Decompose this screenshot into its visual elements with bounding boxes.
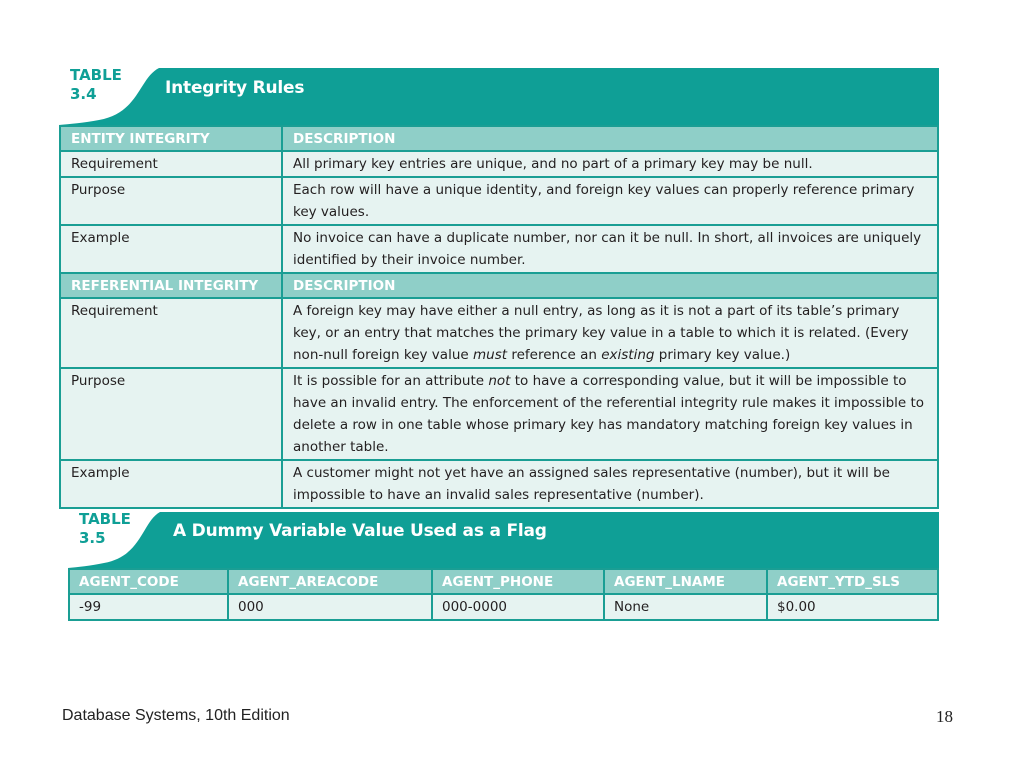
table-number-label: TABLE 3.4 xyxy=(70,66,122,103)
header-referential-integrity: REFERENTIAL INTEGRITY xyxy=(60,273,282,298)
col-agent-code: AGENT_CODE xyxy=(69,569,228,594)
table-row xyxy=(60,151,938,177)
row-label: Example xyxy=(60,460,282,508)
header-entity-integrity: ENTITY INTEGRITY xyxy=(60,126,282,151)
row-label: Purpose xyxy=(60,368,282,460)
table-row xyxy=(60,177,938,225)
table-row xyxy=(60,460,938,508)
cell-agent-phone: 000-0000 xyxy=(432,594,604,620)
row-description: A customer might not yet have an assigned sales representative (number), but it will be impossible to have an invalid sales representative (number). xyxy=(282,460,938,508)
table-number-label: TABLE 3.5 xyxy=(79,510,131,547)
table-banner xyxy=(68,512,939,568)
section-header-referential xyxy=(60,273,938,298)
footer-page-number: 18 xyxy=(936,707,953,726)
dummy-flag-table xyxy=(68,568,939,621)
column-headers xyxy=(69,569,938,594)
table-row xyxy=(69,594,938,620)
cell-agent-ytd-sls: $0.00 xyxy=(767,594,938,620)
row-label: Purpose xyxy=(60,177,282,225)
row-description: Each row will have a unique identity, and foreign key values can properly reference primary key values. xyxy=(282,177,938,225)
row-description: It is possible for an attribute not to have a corresponding value, but it will be impossible to have an invalid entry. The enforcement of the referential integrity rule makes it impossible to delete a row in one table whose primary key has mandatory matching foreign key values in another table. xyxy=(282,368,938,460)
row-description: No invoice can have a duplicate number, nor can it be null. In short, all invoices are uniquely identified by their invoice number. xyxy=(282,225,938,273)
col-agent-lname: AGENT_LNAME xyxy=(604,569,767,594)
col-agent-phone: AGENT_PHONE xyxy=(432,569,604,594)
table-banner xyxy=(59,68,939,125)
footer-book-title: Database Systems, 10th Edition xyxy=(62,707,290,724)
cell-agent-lname: None xyxy=(604,594,767,620)
table-row xyxy=(60,225,938,273)
table-row xyxy=(60,298,938,368)
row-description: All primary key entries are unique, and no part of a primary key may be null. xyxy=(282,151,938,177)
header-description: DESCRIPTION xyxy=(282,126,938,151)
table-3-4 xyxy=(59,68,939,509)
row-label: Requirement xyxy=(60,151,282,177)
integrity-rules-table xyxy=(59,125,939,509)
cell-agent-areacode: 000 xyxy=(228,594,432,620)
row-label: Requirement xyxy=(60,298,282,368)
row-description: A foreign key may have either a null entry, as long as it is not a part of its table’s primary key, or an entry that matches the primary key value in a table to which it is related. (Every non-null foreign key value must reference an existing primary key value.) xyxy=(282,298,938,368)
table-title: Integrity Rules xyxy=(165,78,305,98)
col-agent-areacode: AGENT_AREACODE xyxy=(228,569,432,594)
header-description: DESCRIPTION xyxy=(282,273,938,298)
cell-agent-code: -99 xyxy=(69,594,228,620)
col-agent-ytd-sls: AGENT_YTD_SLS xyxy=(767,569,938,594)
section-header-entity xyxy=(60,126,938,151)
table-row xyxy=(60,368,938,460)
table-3-5 xyxy=(68,512,939,621)
table-title: A Dummy Variable Value Used as a Flag xyxy=(173,521,547,541)
row-label: Example xyxy=(60,225,282,273)
